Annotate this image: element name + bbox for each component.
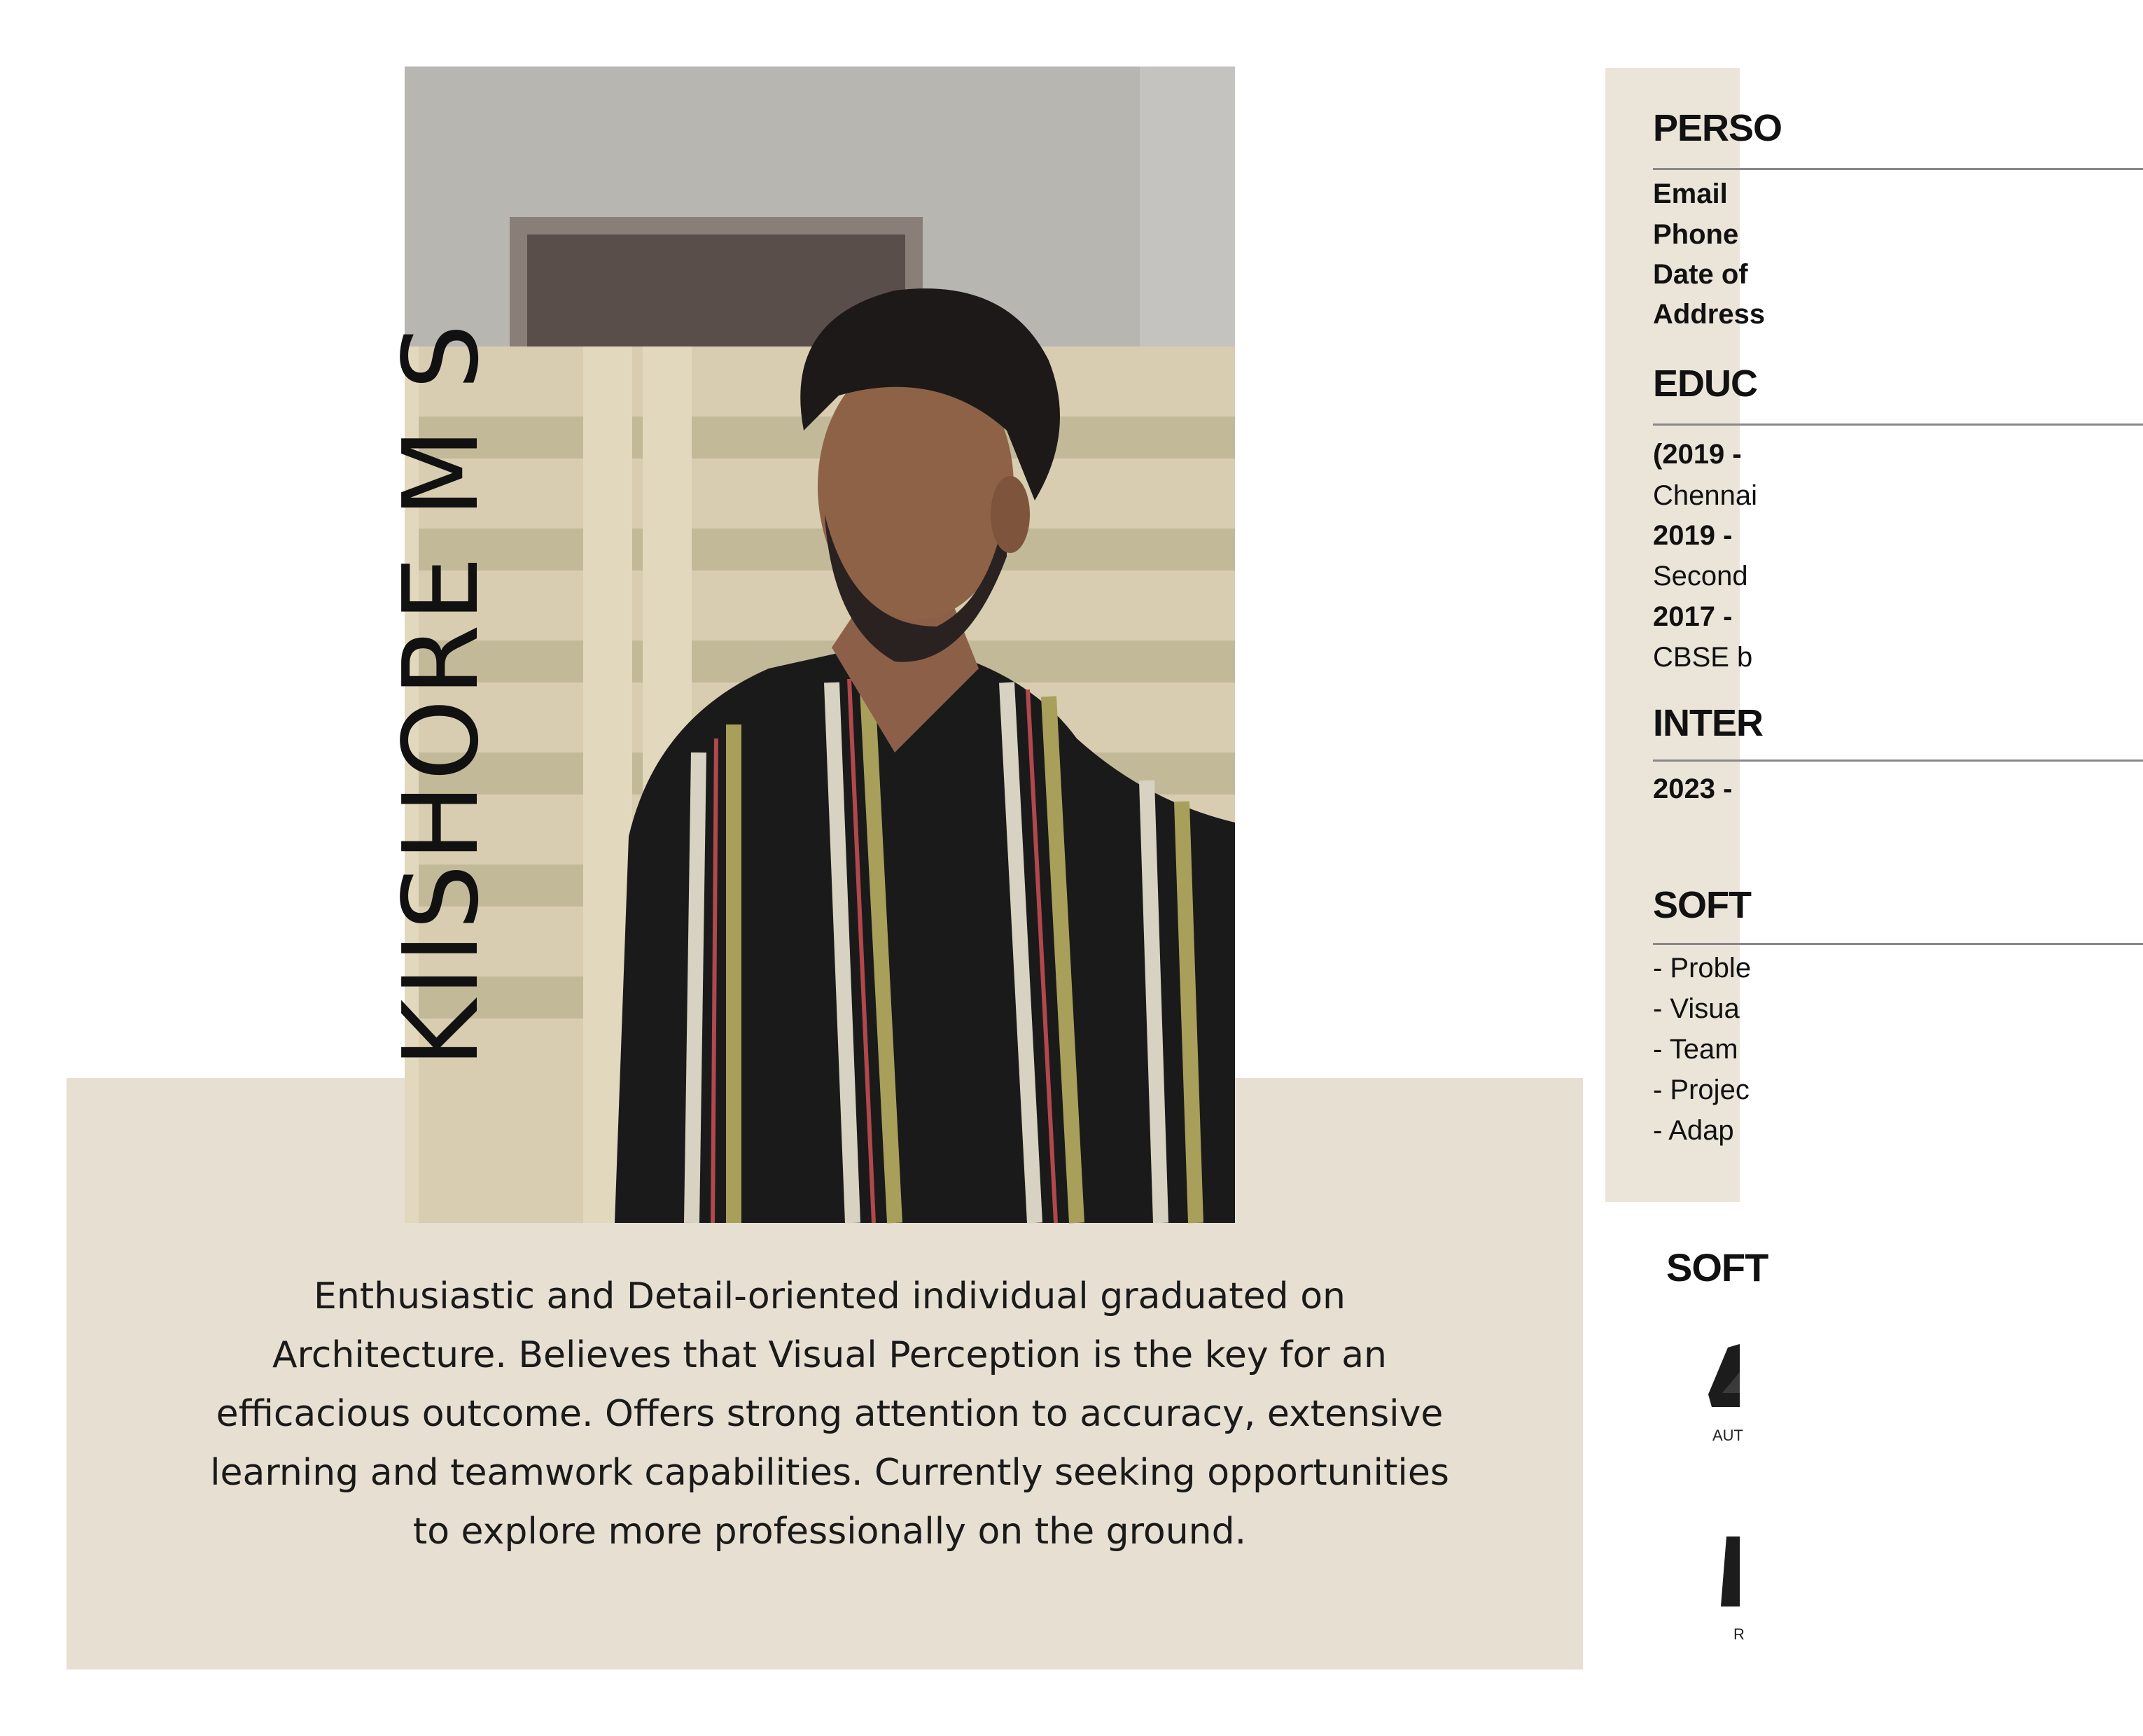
- personal-heading: PERSO: [1653, 107, 1782, 149]
- soft-skills-divider: [1653, 943, 2143, 945]
- internship-divider: [1653, 760, 2143, 762]
- soft-skills-heading: SOFT: [1653, 884, 1751, 926]
- personal-email-label: Email: [1653, 178, 1728, 209]
- autocad-logo-caption: AUT: [1712, 1427, 1743, 1444]
- personal-divider: [1653, 168, 2143, 170]
- bio-text: Enthusiastic and Detail-oriented individual graduated on Architecture. Believes that Visual Perception is the key for an efficacious outcome. Offers strong attention to accuracy, extensive learning and teamwork capabilities. Currently seeking opportunities to explore more professionally on the ground.: [210, 1275, 1449, 1553]
- personal-dob-label: Date of: [1653, 259, 1748, 290]
- education-line: (2019 -: [1653, 439, 1742, 470]
- software-heading: SOFT: [1666, 1245, 1768, 1289]
- education-heading: EDUC: [1653, 363, 1758, 405]
- soft-skill-item: - Proble: [1653, 953, 1752, 983]
- education-line: CBSE b: [1653, 642, 1753, 673]
- revit-logo-caption: R: [1733, 1625, 1745, 1643]
- internship-heading: INTER: [1653, 702, 1763, 744]
- portrait-photo: [405, 66, 1235, 1223]
- personal-phone-label: Phone: [1653, 219, 1739, 250]
- education-line: 2019 -: [1653, 520, 1733, 551]
- soft-skill-item: - Adap: [1653, 1115, 1734, 1146]
- soft-skill-item: - Team: [1653, 1034, 1738, 1065]
- portrait-photo-illustration: [405, 66, 1235, 1223]
- soft-skill-item: - Visua: [1653, 993, 1740, 1024]
- info-panel: [1605, 68, 1782, 1202]
- internship-line: 2023 -: [1653, 774, 1733, 804]
- education-line: Chennai: [1653, 480, 1758, 511]
- education-line: Second: [1653, 561, 1748, 592]
- education-divider: [1653, 424, 2143, 426]
- name-heading: KIISHORE M S: [381, 321, 501, 1068]
- revit-logo-icon: [1721, 1536, 1740, 1606]
- autocad-logo-icon: [1708, 1344, 1740, 1407]
- personal-address-label: Address: [1653, 299, 1766, 330]
- education-line: 2017 -: [1653, 601, 1733, 632]
- soft-skill-item: - Projec: [1653, 1074, 1750, 1105]
